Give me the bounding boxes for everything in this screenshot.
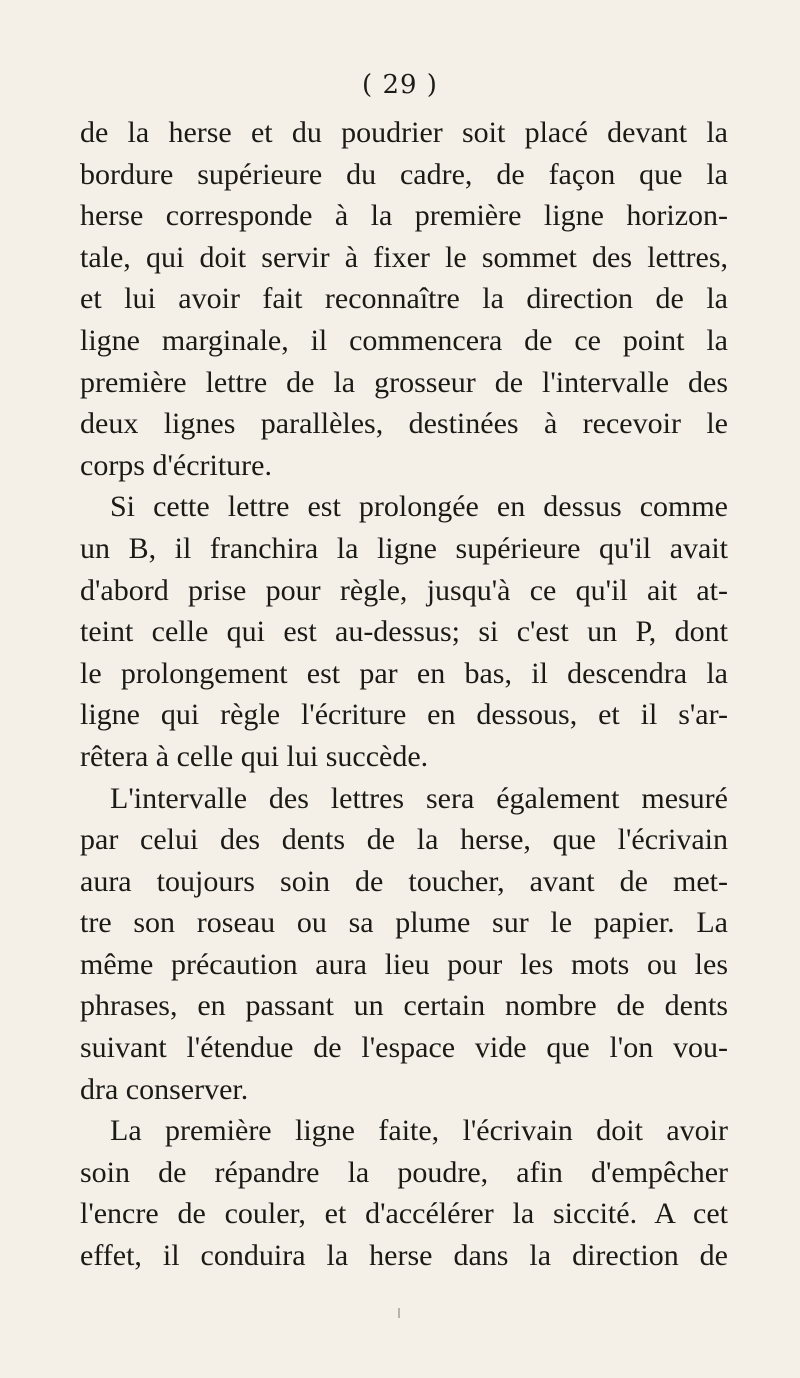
text-line: deux lignes parallèles, destinées à recevoir le xyxy=(80,407,728,441)
text-line: suivant l'étendue de l'espace vide que l'on vou- xyxy=(80,1031,728,1065)
text-line: première lettre de la grosseur de l'intervalle des xyxy=(80,365,728,399)
text-line: aura toujours soin de toucher, avant de met- xyxy=(80,864,728,898)
text-line: un B, il franchira la ligne supérieure qu'il avait xyxy=(80,531,728,565)
text-line: d'abord prise pour règle, jusqu'à ce qu'il ait at- xyxy=(80,573,728,607)
text-line: ligne marginale, il commencera de ce point la xyxy=(80,323,728,357)
text-line: l'encre de couler, et d'accélérer la siccité. A cet xyxy=(80,1197,728,1231)
text-line: le prolongement est par en bas, il descendra la xyxy=(80,656,728,690)
text-line: soin de répandre la poudre, afin d'empêcher xyxy=(80,1155,728,1189)
text-line: rêtera à celle qui lui succède. xyxy=(80,739,429,773)
body-text xyxy=(80,112,728,1277)
text-line: par celui des dents de la herse, que l'écrivain xyxy=(80,823,728,857)
print-mark xyxy=(398,1308,400,1318)
text-line: phrases, en passant un certain nombre de dents xyxy=(80,989,728,1023)
text-line: teint celle qui est au-dessus; si c'est un P, dont xyxy=(80,615,728,649)
paragraph-start-line: La première ligne faite, l'écrivain doit avoir xyxy=(110,1114,728,1148)
text-line: ligne qui règle l'écriture en dessous, et il s'ar- xyxy=(80,698,728,732)
text-line: tale, qui doit servir à fixer le sommet des lettres, xyxy=(80,240,728,274)
paragraph-start-line: L'intervalle des lettres sera également mesuré xyxy=(110,781,728,815)
text-line: tre son roseau ou sa plume sur le papier. La xyxy=(80,906,728,940)
text-line: de la herse et du poudrier soit placé devant la xyxy=(80,116,728,149)
paragraph-start-line: Si cette lettre est prolongée en dessus comme xyxy=(110,490,728,524)
text-line: dra conserver. xyxy=(80,1072,249,1106)
text-line: herse corresponde à la première ligne horizon- xyxy=(80,199,728,233)
text-line: corps d'écriture. xyxy=(80,448,272,482)
page-number: ( 29 ) xyxy=(362,70,438,100)
text-line: même précaution aura lieu pour les mots ou les xyxy=(80,947,728,981)
text-line: effet, il conduira la herse dans la direction de xyxy=(80,1239,728,1273)
text-line: et lui avoir fait reconnaître la direction de la xyxy=(80,282,728,316)
text-line: bordure supérieure du cadre, de façon que la xyxy=(80,157,728,191)
